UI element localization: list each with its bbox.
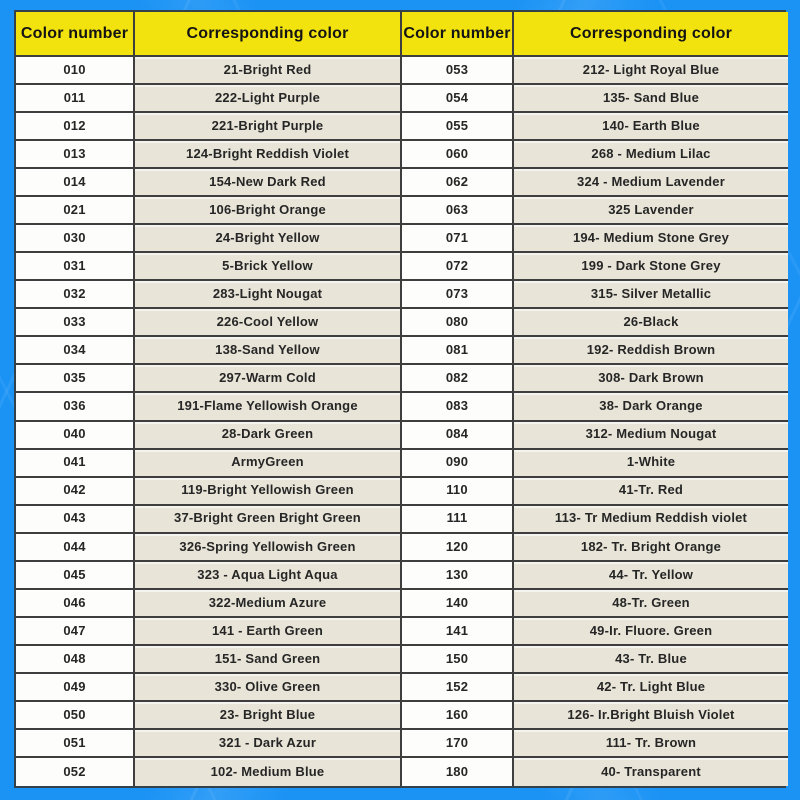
color-name-cell: 135- Sand Blue <box>514 85 788 113</box>
color-number-cell: 055 <box>402 113 514 141</box>
color-name-cell: 324 - Medium Lavender <box>514 169 788 197</box>
color-name-cell: 315- Silver Metallic <box>514 281 788 309</box>
color-name-cell: 21-Bright Red <box>135 57 402 85</box>
color-name-cell: 226-Cool Yellow <box>135 309 402 337</box>
color-number-cell: 160 <box>402 702 514 730</box>
color-number-cell: 013 <box>16 141 135 169</box>
color-name-cell: 111- Tr. Brown <box>514 730 788 758</box>
color-name-cell: 199 - Dark Stone Grey <box>514 253 788 281</box>
header-color-number-left: Color number <box>16 12 135 57</box>
color-name-cell: 322-Medium Azure <box>135 590 402 618</box>
color-number-cell: 047 <box>16 618 135 646</box>
color-number-cell: 036 <box>16 393 135 421</box>
color-number-cell: 011 <box>16 85 135 113</box>
color-name-cell: 212- Light Royal Blue <box>514 57 788 85</box>
color-name-cell: 23- Bright Blue <box>135 702 402 730</box>
color-name-cell: 283-Light Nougat <box>135 281 402 309</box>
color-chart-table <box>14 10 786 788</box>
color-number-cell: 021 <box>16 197 135 225</box>
color-name-cell: 297-Warm Cold <box>135 365 402 393</box>
color-name-cell: 330- Olive Green <box>135 674 402 702</box>
color-number-cell: 035 <box>16 365 135 393</box>
color-name-cell: 48-Tr. Green <box>514 590 788 618</box>
color-number-cell: 012 <box>16 113 135 141</box>
color-name-cell: 325 Lavender <box>514 197 788 225</box>
color-name-cell: 194- Medium Stone Grey <box>514 225 788 253</box>
color-number-cell: 060 <box>402 141 514 169</box>
color-number-cell: 073 <box>402 281 514 309</box>
color-name-cell: 40- Transparent <box>514 758 788 786</box>
color-number-cell: 052 <box>16 758 135 786</box>
color-name-cell: ArmyGreen <box>135 450 402 478</box>
color-number-cell: 140 <box>402 590 514 618</box>
color-number-cell: 054 <box>402 85 514 113</box>
color-number-cell: 150 <box>402 646 514 674</box>
header-color-number-right: Color number <box>402 12 514 57</box>
header-corresponding-color-right: Corresponding color <box>514 12 788 57</box>
color-number-cell: 062 <box>402 169 514 197</box>
color-name-cell: 43- Tr. Blue <box>514 646 788 674</box>
color-name-cell: 321 - Dark Azur <box>135 730 402 758</box>
color-name-cell: 323 - Aqua Light Aqua <box>135 562 402 590</box>
color-number-cell: 111 <box>402 506 514 534</box>
color-number-cell: 080 <box>402 309 514 337</box>
color-name-cell: 268 - Medium Lilac <box>514 141 788 169</box>
color-number-cell: 041 <box>16 450 135 478</box>
color-number-cell: 049 <box>16 674 135 702</box>
color-name-cell: 1-White <box>514 450 788 478</box>
color-number-cell: 170 <box>402 730 514 758</box>
color-name-cell: 24-Bright Yellow <box>135 225 402 253</box>
color-name-cell: 154-New Dark Red <box>135 169 402 197</box>
color-name-cell: 192- Reddish Brown <box>514 337 788 365</box>
color-number-cell: 063 <box>402 197 514 225</box>
color-number-cell: 045 <box>16 562 135 590</box>
color-number-cell: 010 <box>16 57 135 85</box>
color-number-cell: 030 <box>16 225 135 253</box>
color-name-cell: 191-Flame Yellowish Orange <box>135 393 402 421</box>
color-number-cell: 120 <box>402 534 514 562</box>
color-name-cell: 37-Bright Green Bright Green <box>135 506 402 534</box>
color-name-cell: 26-Black <box>514 309 788 337</box>
color-name-cell: 221-Bright Purple <box>135 113 402 141</box>
color-name-cell: 41-Tr. Red <box>514 478 788 506</box>
color-name-cell: 49-Ir. Fluore. Green <box>514 618 788 646</box>
color-number-cell: 051 <box>16 730 135 758</box>
color-number-cell: 033 <box>16 309 135 337</box>
color-name-cell: 140- Earth Blue <box>514 113 788 141</box>
color-number-cell: 043 <box>16 506 135 534</box>
color-name-cell: 312- Medium Nougat <box>514 422 788 450</box>
color-number-cell: 082 <box>402 365 514 393</box>
color-number-cell: 032 <box>16 281 135 309</box>
color-number-cell: 110 <box>402 478 514 506</box>
color-number-cell: 050 <box>16 702 135 730</box>
color-name-cell: 222-Light Purple <box>135 85 402 113</box>
color-number-cell: 130 <box>402 562 514 590</box>
color-number-cell: 090 <box>402 450 514 478</box>
color-number-cell: 048 <box>16 646 135 674</box>
color-number-cell: 083 <box>402 393 514 421</box>
color-name-cell: 126- Ir.Bright Bluish Violet <box>514 702 788 730</box>
color-name-cell: 5-Brick Yellow <box>135 253 402 281</box>
color-number-cell: 044 <box>16 534 135 562</box>
color-number-cell: 071 <box>402 225 514 253</box>
color-name-cell: 182- Tr. Bright Orange <box>514 534 788 562</box>
color-number-cell: 180 <box>402 758 514 786</box>
color-number-cell: 014 <box>16 169 135 197</box>
color-number-cell: 081 <box>402 337 514 365</box>
color-name-cell: 102- Medium Blue <box>135 758 402 786</box>
color-name-cell: 28-Dark Green <box>135 422 402 450</box>
color-name-cell: 113- Tr Medium Reddish violet <box>514 506 788 534</box>
color-number-cell: 042 <box>16 478 135 506</box>
color-number-cell: 084 <box>402 422 514 450</box>
color-number-cell: 152 <box>402 674 514 702</box>
color-number-cell: 053 <box>402 57 514 85</box>
color-number-cell: 040 <box>16 422 135 450</box>
color-number-cell: 031 <box>16 253 135 281</box>
color-name-cell: 124-Bright Reddish Violet <box>135 141 402 169</box>
color-name-cell: 119-Bright Yellowish Green <box>135 478 402 506</box>
color-name-cell: 106-Bright Orange <box>135 197 402 225</box>
color-name-cell: 141 - Earth Green <box>135 618 402 646</box>
color-number-cell: 034 <box>16 337 135 365</box>
color-name-cell: 326-Spring Yellowish Green <box>135 534 402 562</box>
color-name-cell: 308- Dark Brown <box>514 365 788 393</box>
color-name-cell: 38- Dark Orange <box>514 393 788 421</box>
color-name-cell: 138-Sand Yellow <box>135 337 402 365</box>
color-name-cell: 44- Tr. Yellow <box>514 562 788 590</box>
header-corresponding-color-left: Corresponding color <box>135 12 402 57</box>
color-number-cell: 046 <box>16 590 135 618</box>
color-name-cell: 42- Tr. Light Blue <box>514 674 788 702</box>
color-number-cell: 141 <box>402 618 514 646</box>
color-number-cell: 072 <box>402 253 514 281</box>
color-name-cell: 151- Sand Green <box>135 646 402 674</box>
